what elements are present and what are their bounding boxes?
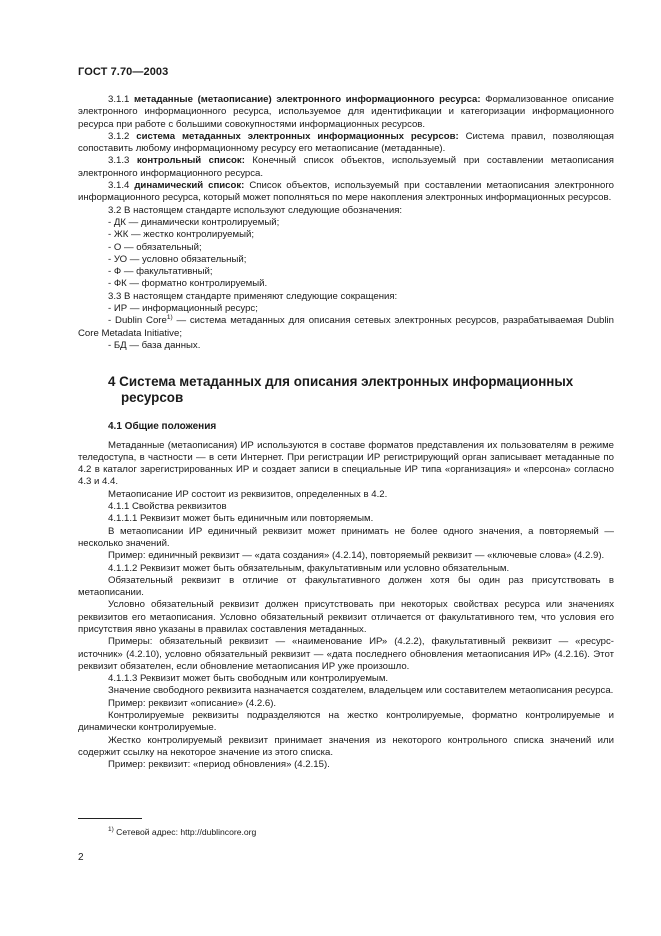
notation-item: - Ф — факультативный; (108, 266, 213, 278)
section-title-line: 4 Система метаданных для описания электронных информационных (108, 374, 574, 390)
notation-item: - УО — условно обязательный; (108, 253, 247, 265)
clause-number: 3.1.1 (108, 94, 130, 105)
notation-item: - ДК — динамически контролируемый; (108, 216, 280, 228)
example: Примеры: обязательный реквизит — «наименование ИР» (4.2.2), факультативный реквизит — «ресурс-источник» (4.2.10), условно обязательный реквизит — «дата последнего обновления метаописания ИР» (4.2.16). Этот реквизит обязателен, если обновление метаописания ИР уже произошло. (78, 636, 614, 672)
notation-item: - ЖК — жестко контролируемый; (108, 229, 255, 241)
clause-3-2: 3.2 В настоящем стандарте используют следующие обозначения: (108, 204, 403, 216)
paragraph: Обязательный реквизит в отличие от факультативного должен хотя бы один раз присутствовать в метаописании. (78, 574, 614, 599)
document-body (78, 94, 614, 772)
abbreviation-text: — система метаданных для описания сетевых электронных ресурсов, разрабатываемая Dublin Core Metadata Initiative; (78, 315, 614, 339)
definition-3-1-1 (78, 94, 614, 131)
definition-text: Формализованное описание электронного информационного ресурса, используемое для идентификации и категоризации информационного ресурса при работе с большими совокупностями информационных ресурсов. (78, 94, 614, 130)
abbreviation-term: - Dublin Core (108, 315, 167, 327)
footnote-separator (78, 818, 142, 819)
definition-text: Конечный список объектов, используемый при составлении метаописания электронного информационного ресурса. (78, 155, 614, 179)
paragraph: В метаописании ИР единичный реквизит может принимать не более одного значения, а повторяемый — несколько значений. (78, 525, 614, 549)
definition-3-1-3 (78, 155, 614, 180)
paragraph: Контролируемые реквизиты подразделяются на жестко контролируемые, форматно контролируемые и динамически контролируемые. (78, 710, 614, 734)
defined-term: динамический список: (134, 180, 245, 192)
notation-item: - О — обязательный; (108, 241, 202, 253)
paragraph: 4.1.1.1 Реквизит может быть единичным или повторяемым. (108, 513, 374, 525)
clause-3-3: 3.3 В настоящем стандарте применяют следующие сокращения: (108, 290, 398, 302)
paragraph: Метаданные (метаописания) ИР используются в составе форматов представления их пользователям в режиме теледоступа, в частности — в сети Интернет. При регистрации ИР регистрирующий орган записывает метаданные по 4.2 в каталог зарегистрированных ИР и создает записи в специальные ИР типа «организация» и «персона» согласно 4.3 и 4.4. (78, 439, 614, 488)
example: Пример: реквизит «описание» (4.2.6). (108, 697, 277, 709)
definition-text: Список объектов, используемый при составлении метаописания электронного информационного ресурса, который может пополняться по мере накопления электронных информационных ресурсов. (78, 180, 614, 204)
footnote-marker: 1) (108, 826, 114, 833)
defined-term: метаданные (метаописание) электронного информационного ресурса: (134, 94, 481, 105)
abbreviation-item: - ИР — информационный ресурс; (108, 303, 258, 315)
paragraph: Жестко контролируемый реквизит принимает значения из некоторого контрольного списка значений или содержит ссылку на некоторое значение из этого списка. (78, 734, 614, 758)
paragraph: 4.1.1.2 Реквизит может быть обязательным, факультативным или условно обязательным. (108, 562, 510, 574)
abbreviation-item (78, 315, 614, 340)
example: Пример: реквизит: «период обновления» (4.2.15). (108, 759, 330, 771)
paragraph: Условно обязательный реквизит должен присутствовать при некоторых свойствах ресурса или значениях реквизитов его метаописания. Условно обязательный реквизит отличается от факультативного тем, что условия его присутствия явно указаны в правилах составления метаданных. (78, 599, 614, 635)
paragraph: Значение свободного реквизита назначается создателем, владельцем или составителем метаописания ресурса. (108, 685, 614, 697)
defined-term: контрольный список: (136, 155, 245, 167)
definition-3-1-4 (78, 180, 614, 205)
footnote (108, 827, 256, 837)
section-title-line: ресурсов (121, 390, 184, 406)
clause-number: 3.1.2 (108, 130, 130, 142)
example: Пример: единичный реквизит — «дата создания» (4.2.14), повторяемый реквизит — «ключевые слова» (4.2.9). (108, 550, 605, 562)
abbreviation-item: - БД — база данных. (108, 339, 201, 351)
footnote-text: Сетевой адрес: http://dublincore.org (113, 827, 257, 837)
paragraph: Метаописание ИР состоит из реквизитов, определенных в 4.2. (108, 488, 388, 500)
definition-text: Система правил, позволяющая сопоставить любому информационному ресурсу его метаописание (метаданные). (78, 130, 614, 155)
defined-term: система метаданных электронных информационных ресурсов: (136, 130, 459, 142)
definition-3-1-2 (78, 131, 614, 156)
notation-item: - ФК — форматно контролируемый. (108, 278, 268, 290)
section-4-heading (78, 374, 614, 406)
footnote-ref: 1) (166, 314, 173, 322)
subsection-4-1-heading: 4.1 Общие положения (108, 421, 217, 433)
clause-number: 3.1.4 (108, 180, 130, 192)
clause-number: 3.1.3 (108, 155, 130, 167)
clause-heading: 4.1.1 Свойства реквизитов (108, 501, 227, 513)
page-number: 2 (78, 852, 84, 863)
document-header: ГОСТ 7.70—2003 (78, 66, 169, 78)
paragraph: 4.1.1.3 Реквизит может быть свободным или контролируемым. (108, 673, 389, 685)
